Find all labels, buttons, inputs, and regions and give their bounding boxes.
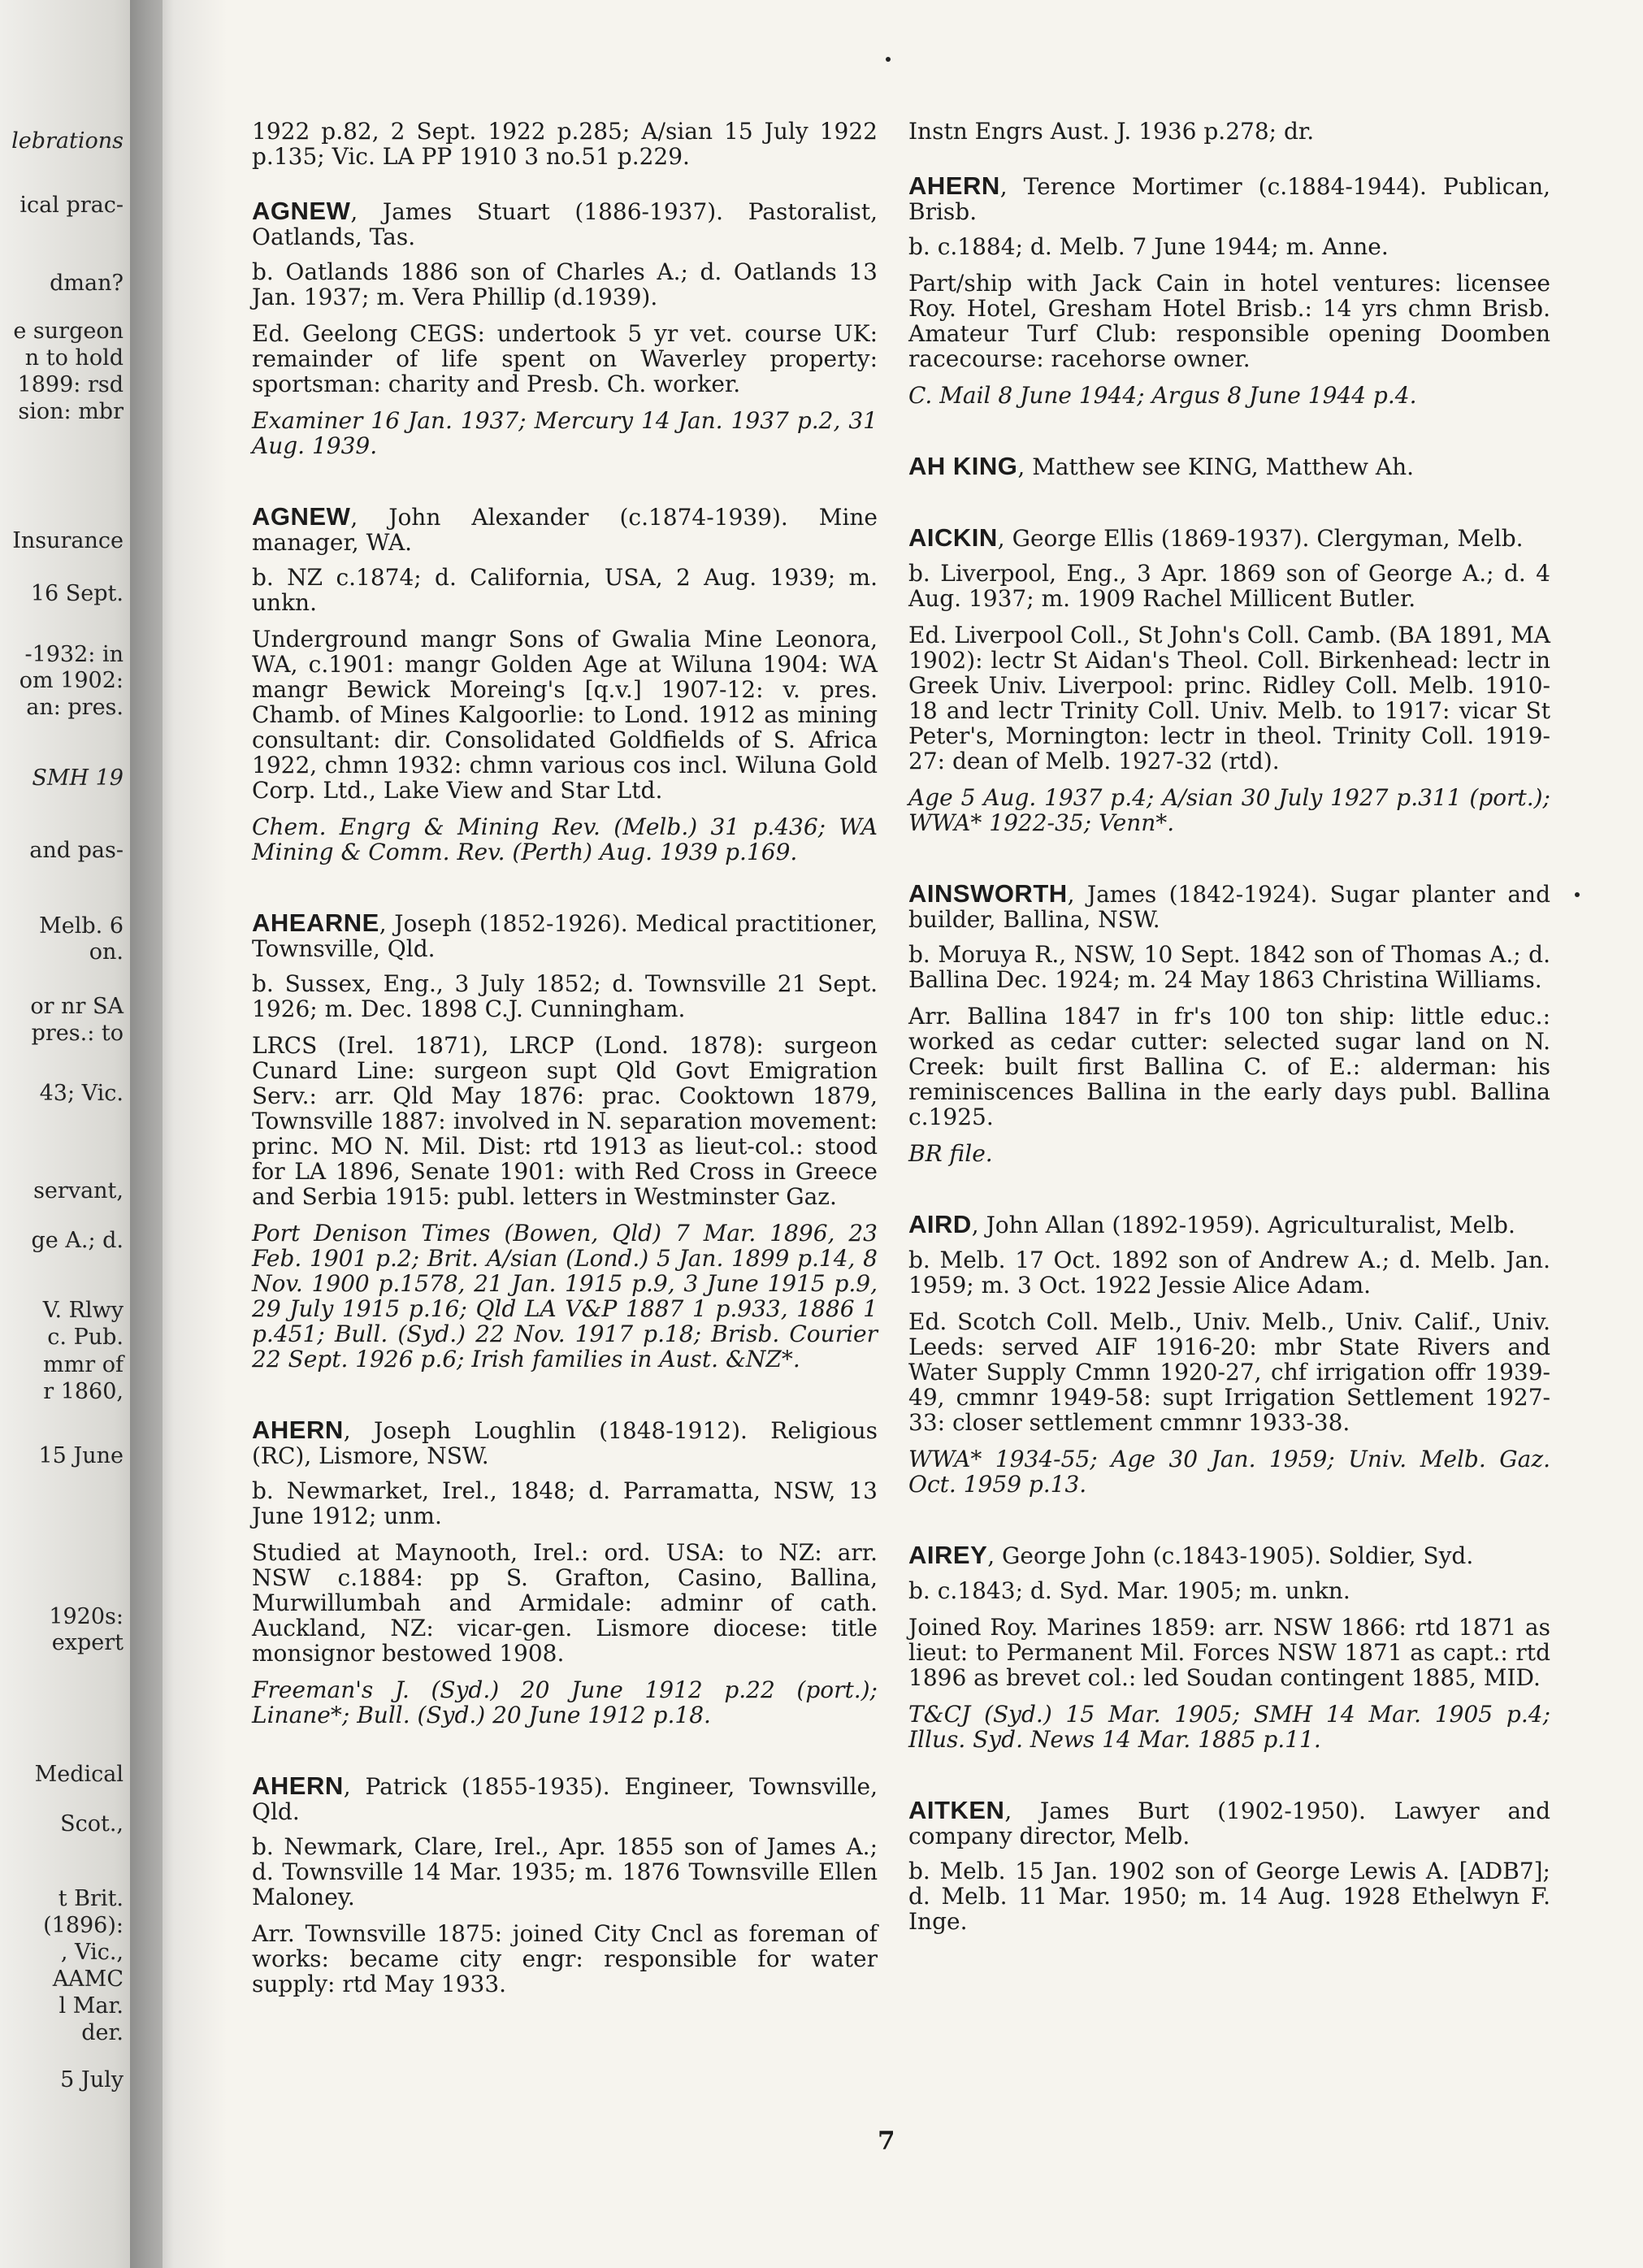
entry-career: Ed. Liverpool Coll., St John's Coll. Camb. (BA 1891, MA 1902): lectr St Aidan's Theol. Coll. Birkenhead: lectr in Greek Univ. Liverpool: princ. Ridley Coll. Melb. 1910-18 and lectr Trinity Coll. Univ. Melb. to 1917: vicar St Peter's, Mornington: lectr in theol. Trinity Coll. 1919-27: dean of Melb. 1927-32 (rtd). [908,622,1550,774]
entry-sources: C. Mail 8 June 1944; Argus 8 June 1944 p.4. [908,382,1417,409]
facing-page-fragment: and pas- [29,838,124,863]
entry-career: Joined Roy. Marines 1859: arr. NSW 1866: rtd 1871 as lieut: to Permanent Mil. Forces NSW 1871 as capt.: rtd 1896 as brevet col.: led Soudan contingent 1885, MID. [908,1614,1550,1691]
entry-surname: AGNEW [252,502,351,531]
facing-page-fragment: n to hold [24,345,124,371]
entry-vital-dates: b. Liverpool, Eng., 3 Apr. 1869 son of George A.; d. 4 Aug. 1937; m. 1909 Rachel Millicent Butler. [908,560,1550,612]
facing-page-fragment: e surgeon [13,319,124,344]
entry-surname: AH KING [908,452,1018,480]
entry-heading [908,1212,1550,1238]
biographical-entry [252,1417,878,1728]
facing-page-fragment: r 1860, [43,1379,124,1404]
entry-heading-text: , Joseph (1852-1926). Medical practitioner, Townsville, Qld. [252,910,878,962]
facing-page-fragment: SMH 19 [32,765,124,791]
facing-page-fragment: (1896): [43,1913,124,1938]
entry-vital-dates: b. Oatlands 1886 son of Charles A.; d. Oatlands 13 Jan. 1937; m. Vera Phillip (d.1939). [252,258,878,310]
facing-page-fragment: t Brit. [58,1886,124,1911]
facing-page-fragment: servant, [33,1178,124,1203]
entry-sources: T&CJ (Syd.) 15 Mar. 1905; SMH 14 Mar. 1905 p.4; Illus. Syd. News 14 Mar. 1885 p.11. [908,1701,1550,1753]
entry-sources: Port Denison Times (Bowen, Qld) 7 Mar. 1896, 23 Feb. 1901 p.2; Brit. A/sian (Lond.) 5 Jan. 1899 p.14, 8 Nov. 1900 p.1578, 21 Jan. 1915 p.9, 3 June 1915 p.9, 29 July 1915 p.16; Qld LA V&P 1887 1 p.933, 1886 1 p.451; Bull. (Syd.) 22 Nov. 1917 p.18; Brisb. Courier 22 Sept. 1926 p.6; Irish families in Aust. &NZ*. [252,1220,878,1373]
entry-heading-text: , John Alexander (c.1874-1939). Mine manager, WA. [252,504,878,556]
entry-career: Arr. Townsville 1875: joined City Cncl as foreman of works: became city engr: responsible for water supply: rtd May 1933. [252,1920,878,1997]
biographical-entry [252,504,878,865]
entry-heading [908,1797,1550,1849]
facing-page-fragment: an: pres. [26,695,124,720]
page-gutter-shadow [130,0,228,2268]
facing-page-fragment: , Vic., [60,1940,124,1965]
facing-page-fragment: 43; Vic. [39,1081,124,1106]
biographical-entry [908,1212,1550,1497]
biographical-entry [908,1797,1550,1934]
entry-career: Studied at Maynooth, Irel.: ord. USA: to NZ: arr. NSW c.1884: pp S. Grafton, Casino, Ballina, Murwillumbah and Armidale: adminr of cath. Auckland, NZ: vicar-gen. Lismore diocese: title monsignor bestowed 1908. [252,1539,878,1667]
entry-surname: AHERN [252,1416,344,1444]
facing-page-fragment: dman? [50,271,124,296]
entry-vital-dates: b. c.1843; d. Syd. Mar. 1905; m. unkn. [908,1577,1350,1604]
entry-heading [908,1542,1550,1568]
entry-surname: AHEARNE [252,909,379,937]
entry-heading-text: , Terence Mortimer (c.1884-1944). Publican, Brisb. [908,173,1550,225]
entry-heading [252,198,878,249]
entry-career: Part/ship with Jack Cain in hotel ventures: licensee Roy. Hotel, Gresham Hotel Brisb.: 14 yrs chmn Brisb. Amateur Turf Club: responsible opening Doomben racecourse: racehorse owner. [908,270,1550,372]
entry-sources: Examiner 16 Jan. 1937; Mercury 14 Jan. 1937 p.2, 31 Aug. 1939. [252,407,878,459]
continuation-text: 1922 p.82, 2 Sept. 1922 p.285; A/sian 15 July 1922 p.135; Vic. LA PP 1910 3 no.51 p.229. [252,118,878,170]
biographical-entry [908,173,1550,408]
entry-career: Arr. Ballina 1847 in fr's 100 ton ship: little educ.: worked as cedar cutter: selected sugar land on N. Creek: built first Ballina C. of E.: alderman: his reminiscences Ballina in the early days publ. Ballina c.1925. [908,1003,1550,1130]
facing-page-fragment: 1920s: [49,1604,124,1629]
entry-heading-text: , James (1842-1924). Sugar planter and builder, Ballina, NSW. [908,881,1550,933]
facing-page-fragment: Melb. 6 [39,913,124,939]
entry-sources: Freeman's J. (Syd.) 20 June 1912 p.22 (port.); Linane*; Bull. (Syd.) 20 June 1912 p.18. [252,1676,878,1728]
facing-page-fragment: Medical [34,1762,124,1787]
entry-heading [908,525,1550,551]
entry-surname: AINSWORTH [908,879,1068,908]
entry-heading [908,173,1550,224]
entry-vital-dates: b. Melb. 17 Oct. 1892 son of Andrew A.; d. Melb. Jan. 1959; m. 3 Oct. 1922 Jessie Alice Adam. [908,1247,1550,1299]
entry-career: LRCS (Irel. 1871), LRCP (Lond. 1878): surgeon Cunard Line: surgeon supt Qld Govt Emigration Serv.: arr. Qld May 1876: prac. Cooktown 1879, Townsville 1887: involved in N. separation movement: princ. MO N. Mil. Dist: rtd 1913 as lieut-col.: stood for LA 1896, Senate 1901: with Red Cross in Greece and Serbia 1915: publ. letters in Westminster Gaz. [252,1032,878,1210]
facing-page-fragment: AAMC [52,1967,124,1992]
entry-sources: Chem. Engrg & Mining Rev. (Melb.) 31 p.436; WA Mining & Comm. Rev. (Perth) Aug. 1939 p.169. [252,813,878,865]
entry-heading [908,453,1550,479]
facing-page-fragment: expert [51,1630,124,1655]
entry-career: Ed. Scotch Coll. Melb., Univ. Melb., Univ. Calif., Univ. Leeds: served AIF 1916-20: mbr State Rivers and Water Supply Cmmn 1920-27, chf irrigation offr 1939-49, cmmnr 1949-58: supt Irrigation Settlement 1927-33: closer settlement cmmnr 1933-38. [908,1308,1550,1436]
facing-page-fragment: om 1902: [19,668,124,693]
biographical-entry [908,1542,1550,1752]
facing-page-fragment: 1899: rsd [17,372,124,397]
entry-heading [252,504,878,555]
entry-heading [252,910,878,961]
entry-sources: BR file. [908,1140,993,1167]
biographical-entry [908,453,1550,479]
entry-heading [908,881,1550,932]
entry-surname: AITKEN [908,1796,1005,1824]
entry-heading-text: , James Stuart (1886-1937). Pastoralist, Oatlands, Tas. [252,198,878,250]
entry-heading-text: , Joseph Loughlin (1848-1912). Religious (RC), Lismore, NSW. [252,1417,878,1469]
page-number: 7 [878,2127,895,2156]
facing-page-fragment: on. [89,939,124,965]
entry-vital-dates: b. Sussex, Eng., 3 July 1852; d. Townsville 21 Sept. 1926; m. Dec. 1898 C.J. Cunningham. [252,970,878,1022]
entry-surname: AICKIN [908,523,998,552]
entry-surname: AGNEW [252,197,351,225]
facing-page-fragment: ical prac- [20,193,124,218]
facing-page-fragment: -1932: in [24,642,124,667]
entry-sources: Age 5 Aug. 1937 p.4; A/sian 30 July 1927 p.311 (port.); WWA* 1922-35; Venn*. [908,784,1550,836]
entry-heading-text: , John Allan (1892-1959). Agriculturalist, Melb. [971,1212,1515,1238]
entry-heading-text: , Patrick (1855-1935). Engineer, Townsville, Qld. [252,1773,878,1825]
entry-career: Underground mangr Sons of Gwalia Mine Leonora, WA, c.1901: mangr Golden Age at Wiluna 1904: WA mangr Bewick Moreing's [q.v.] 1907-12: v. pres. Chamb. of Mines Kalgoorlie: to Lond. 1912 as mining consultant: dir. Consolidated Goldfields of S. Africa 1922, chmn 1932: chmn various cos incl. Wiluna Gold Corp. Ltd., Lake View and Star Ltd. [252,626,878,804]
facing-page-fragment: ge A.; d. [31,1228,124,1253]
facing-page-fragment: or nr SA [30,994,124,1019]
entry-heading-text: , James Burt (1902-1950). Lawyer and company director, Melb. [908,1797,1550,1850]
facing-page-fragment: 15 June [38,1443,124,1468]
biographical-entry [908,881,1550,1166]
entry-heading-text: , Matthew see KING, Matthew Ah. [1017,453,1415,480]
facing-page-fragment: lebrations [11,128,124,154]
entry-sources: WWA* 1934-55; Age 30 Jan. 1959; Univ. Melb. Gaz. Oct. 1959 p.13. [908,1446,1550,1498]
ink-speck [886,57,891,62]
entry-heading-text: , George Ellis (1869-1937). Clergyman, Melb. [997,525,1524,552]
entry-surname: AIREY [908,1541,988,1569]
entry-vital-dates: b. Melb. 15 Jan. 1902 son of George Lewis A. [ADB7]; d. Melb. 11 Mar. 1950; m. 14 Aug. 1928 Ethelwyn F. Inge. [908,1858,1550,1935]
entry-vital-dates: b. Newmark, Clare, Irel., Apr. 1855 son of James A.; d. Townsville 14 Mar. 1935; m. 1876 Townsville Ellen Maloney. [252,1833,878,1910]
entry-vital-dates: b. Moruya R., NSW, 10 Sept. 1842 son of Thomas A.; d. Ballina Dec. 1924; m. 24 May 1863 Christina Williams. [908,941,1550,993]
entry-vital-dates: b. c.1884; d. Melb. 7 June 1944; m. Anne. [908,233,1389,260]
facing-page-fragment: der. [81,2020,124,2045]
entry-surname: AHERN [252,1771,344,1800]
biographical-entry [252,910,878,1372]
left-column [252,119,878,2042]
entry-vital-dates: b. Newmarket, Irel., 1848; d. Parramatta, NSW, 13 June 1912; unm. [252,1477,878,1529]
facing-page-fragment: V. Rlwy [42,1298,124,1323]
facing-page-fragment: mmr of [43,1352,124,1377]
right-column [908,119,1550,1980]
facing-page-fragment: l Mar. [59,1993,124,2019]
entry-heading [252,1773,878,1824]
entry-heading [252,1417,878,1468]
entry-vital-dates: b. NZ c.1874; d. California, USA, 2 Aug. 1939; m. unkn. [252,564,878,616]
biographical-entry [252,1773,878,1997]
facing-page-fragment: sion: mbr [18,399,124,424]
ink-speck [1575,892,1580,897]
biographical-entry [908,525,1550,835]
entry-surname: AIRD [908,1210,972,1238]
facing-page-fragment: c. Pub. [47,1325,124,1350]
facing-page-fragment: pres.: to [31,1021,124,1046]
facing-page-fragment: 5 July [60,2067,124,2092]
facing-page-fragment: Insurance [12,528,124,553]
biographical-entry [252,198,878,458]
facing-page-fragment: 16 Sept. [30,581,124,606]
facing-page-fragment: Scot., [60,1811,124,1837]
entry-heading-text: , George John (c.1843-1905). Soldier, Syd. [987,1542,1474,1569]
continuation-text: Instn Engrs Aust. J. 1936 p.278; dr. [908,118,1315,145]
entry-surname: AHERN [908,171,1000,200]
entry-career: Ed. Geelong CEGS: undertook 5 yr vet. course UK: remainder of life spent on Waverley property: sportsman: charity and Presb. Ch. worker. [252,320,878,397]
